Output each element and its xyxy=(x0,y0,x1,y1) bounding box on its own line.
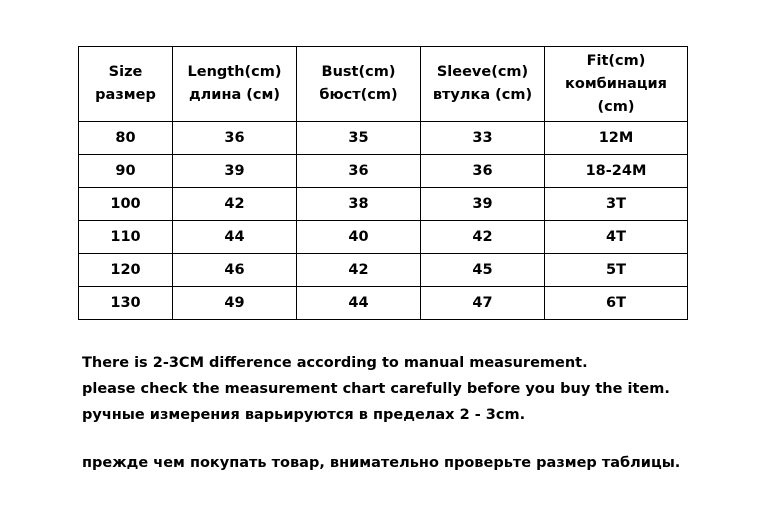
cell-length: 39 xyxy=(173,155,297,188)
header-fit xyxy=(545,47,688,122)
header-label: (cm) xyxy=(597,98,635,115)
note-line: please check the measurement chart carefully before you buy the item. xyxy=(82,381,670,397)
cell-sleeve: 47 xyxy=(421,287,545,320)
measurement-notes xyxy=(82,350,680,476)
cell-length: 49 xyxy=(173,287,297,320)
table-row xyxy=(79,287,688,320)
cell-length: 36 xyxy=(173,122,297,155)
table-row xyxy=(79,221,688,254)
cell-sleeve: 42 xyxy=(421,221,545,254)
size-chart-table xyxy=(78,46,688,320)
cell-size: 110 xyxy=(79,221,173,254)
cell-fit: 6T xyxy=(545,287,688,320)
note-line: прежде чем покупать товар, внимательно проверьте размер таблицы. xyxy=(82,455,681,471)
header-label: втулка (cm) xyxy=(432,87,533,103)
header-sleeve xyxy=(421,47,545,122)
cell-fit: 18-24M xyxy=(545,155,688,188)
cell-fit: 5T xyxy=(545,254,688,287)
table-row xyxy=(79,254,688,287)
cell-size: 80 xyxy=(79,122,173,155)
cell-fit: 12M xyxy=(545,122,688,155)
header-label: Size xyxy=(108,64,143,80)
header-label: Fit(cm) xyxy=(586,52,646,69)
cell-size: 130 xyxy=(79,287,173,320)
header-size xyxy=(79,47,173,122)
header-label: Length(cm) xyxy=(187,64,282,80)
cell-bust: 42 xyxy=(297,254,421,287)
cell-size: 100 xyxy=(79,188,173,221)
table-row xyxy=(79,188,688,221)
note-line: ручные измерения варьируются в пределах 2 - 3cm. xyxy=(82,407,526,423)
cell-size: 90 xyxy=(79,155,173,188)
cell-length: 42 xyxy=(173,188,297,221)
table-row xyxy=(79,155,688,188)
header-length xyxy=(173,47,297,122)
cell-fit: 3T xyxy=(545,188,688,221)
cell-sleeve: 36 xyxy=(421,155,545,188)
cell-sleeve: 39 xyxy=(421,188,545,221)
note-line: There is 2-3CM difference according to manual measurement. xyxy=(82,355,588,371)
table-header-row xyxy=(79,47,688,122)
header-label: Sleeve(cm) xyxy=(436,64,529,80)
header-label: размер xyxy=(95,87,156,103)
cell-bust: 36 xyxy=(297,155,421,188)
table-row xyxy=(79,122,688,155)
header-label: бюст(cm) xyxy=(319,87,398,103)
header-label: Bust(cm) xyxy=(321,64,396,80)
header-bust xyxy=(297,47,421,122)
cell-fit: 4T xyxy=(545,221,688,254)
cell-bust: 35 xyxy=(297,122,421,155)
header-label: комбинация xyxy=(565,75,667,92)
cell-length: 44 xyxy=(173,221,297,254)
cell-bust: 44 xyxy=(297,287,421,320)
header-label: длина (см) xyxy=(188,87,281,103)
cell-size: 120 xyxy=(79,254,173,287)
cell-bust: 38 xyxy=(297,188,421,221)
cell-sleeve: 33 xyxy=(421,122,545,155)
cell-sleeve: 45 xyxy=(421,254,545,287)
cell-bust: 40 xyxy=(297,221,421,254)
cell-length: 46 xyxy=(173,254,297,287)
